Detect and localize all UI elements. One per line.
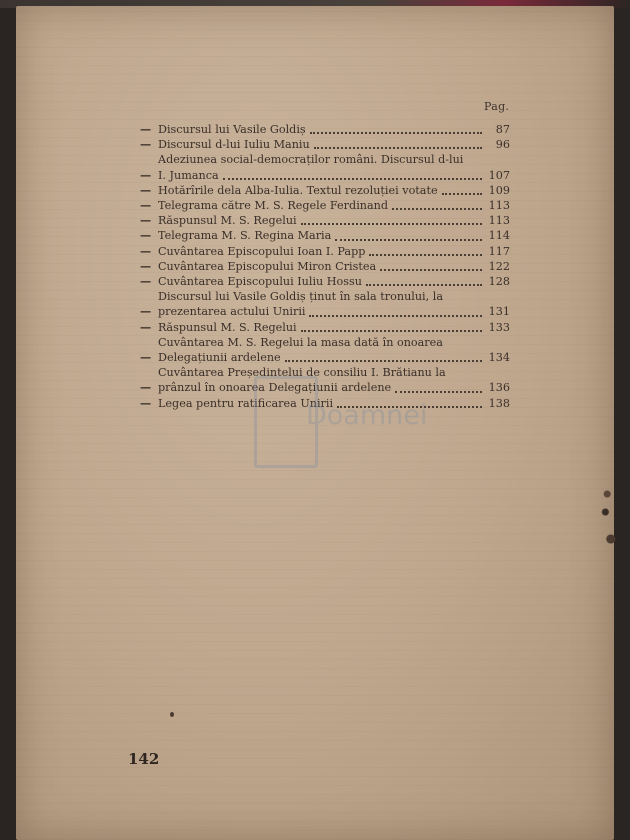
toc-page-number: 113 [488,199,510,213]
toc-leader-dots [301,223,482,225]
toc-leader-dots [310,132,482,134]
toc-entry [140,152,510,182]
toc-leader-dots [309,315,482,317]
toc-title-line: Adeziunea social-democraților români. Discursul d-lui [158,153,464,167]
toc-page-number: 133 [488,320,510,334]
toc-dash: — [140,274,152,289]
toc-leader-dots [392,208,482,210]
toc-leader-dots [335,239,482,241]
toc-page-number: 96 [495,138,510,152]
toc-entry [140,335,510,365]
toc-dash: — [140,198,152,213]
toc-page-number: 114 [488,229,510,243]
toc-dash: — [140,380,152,395]
toc-leader-dots [442,193,482,195]
toc-page-number: 131 [488,305,510,319]
toc-title-line: I. Jumanca [158,168,219,182]
toc-dash: — [140,228,152,243]
toc-dash: — [140,350,152,365]
toc-entry [140,183,510,198]
toc-page-number: 136 [488,381,510,395]
toc-dash: — [140,304,152,319]
toc-title: Cuvântarea Episcopului Miron Cristea [158,259,377,273]
toc-title: Telegrama M. S. Regina Maria [158,229,332,243]
toc-entry [140,320,510,335]
toc-dash: — [140,213,152,228]
toc-page-number: 128 [488,275,510,289]
toc-dash: — [140,167,152,182]
toc-title-line: prezentarea actului Unirii [158,305,306,319]
toc-leader-dots [380,269,482,271]
toc-title: Răspunsul M. S. Regelui [158,214,297,228]
toc-leader-dots [285,360,482,362]
toc-title: Răspunsul M. S. Regelui [158,320,297,334]
toc-dash: — [140,395,152,410]
toc-page-number: 109 [488,183,510,197]
toc-title: Cuvântarea Episcopului Ioan I. Papp [158,244,366,258]
toc-entry [140,244,510,259]
toc-page-number: 107 [488,168,510,182]
toc-leader-dots [223,178,482,180]
toc-dash: — [140,182,152,197]
toc-page-number: 134 [488,351,510,365]
toc-title: Hotărîrile dela Alba-Iulia. Textul rezoluției votate [158,183,438,197]
toc-title: Telegrama către M. S. Regele Ferdinand [158,199,389,213]
toc-title-line: Discursul lui Vasile Goldiș ținut în sala tronului, la [158,290,443,304]
torn-edge [600,476,618,566]
toc-title: Cuvântarea Episcopului Iuliu Hossu [158,275,362,289]
toc-page-number: 117 [488,244,510,258]
book-page [16,6,614,840]
toc-title-line: Cuvântarea Președintelui de consiliu I. Brătianu la [158,366,446,380]
toc-page-number: 113 [488,214,510,228]
toc-title-line: Cuvântarea M. S. Regelui la masa dată în onoarea [158,335,443,349]
toc-title: Discursul d-lui Iuliu Maniu [158,138,310,152]
watermark-text: Doamnei [306,400,428,431]
toc-entry [140,122,510,137]
page-column-header: Pag. [484,100,510,113]
toc-entry [140,289,510,319]
toc-page-number: 138 [488,396,510,410]
toc-entry [140,213,510,228]
toc-title: Discursul lui Vasile Goldiș [158,123,306,136]
toc-title-line: Delegațiunii ardelene [158,351,281,365]
toc-leader-dots [369,254,482,256]
toc-leader-dots [301,330,482,332]
toc-entry [140,274,510,289]
toc-dash: — [140,258,152,273]
toc-entry [140,198,510,213]
toc-dash: — [140,137,152,152]
toc-title: Legea pentru ratificarea Unirii [158,396,334,410]
toc-dash: — [140,122,152,136]
toc-dash: — [140,319,152,334]
toc-title-line: prânzul în onoarea Delegațiunii ardelene [158,381,392,395]
toc-page-number: 122 [488,259,510,273]
toc-entry [140,259,510,274]
toc-leader-dots [314,147,482,149]
page-number: 142 [128,750,160,768]
toc-leader-dots [366,284,482,286]
toc-dash: — [140,243,152,258]
toc-entry [140,228,510,243]
toc-page-number: 87 [495,123,510,136]
toc-entry [140,137,510,152]
paper-speck [170,712,174,717]
watermark [252,366,428,466]
